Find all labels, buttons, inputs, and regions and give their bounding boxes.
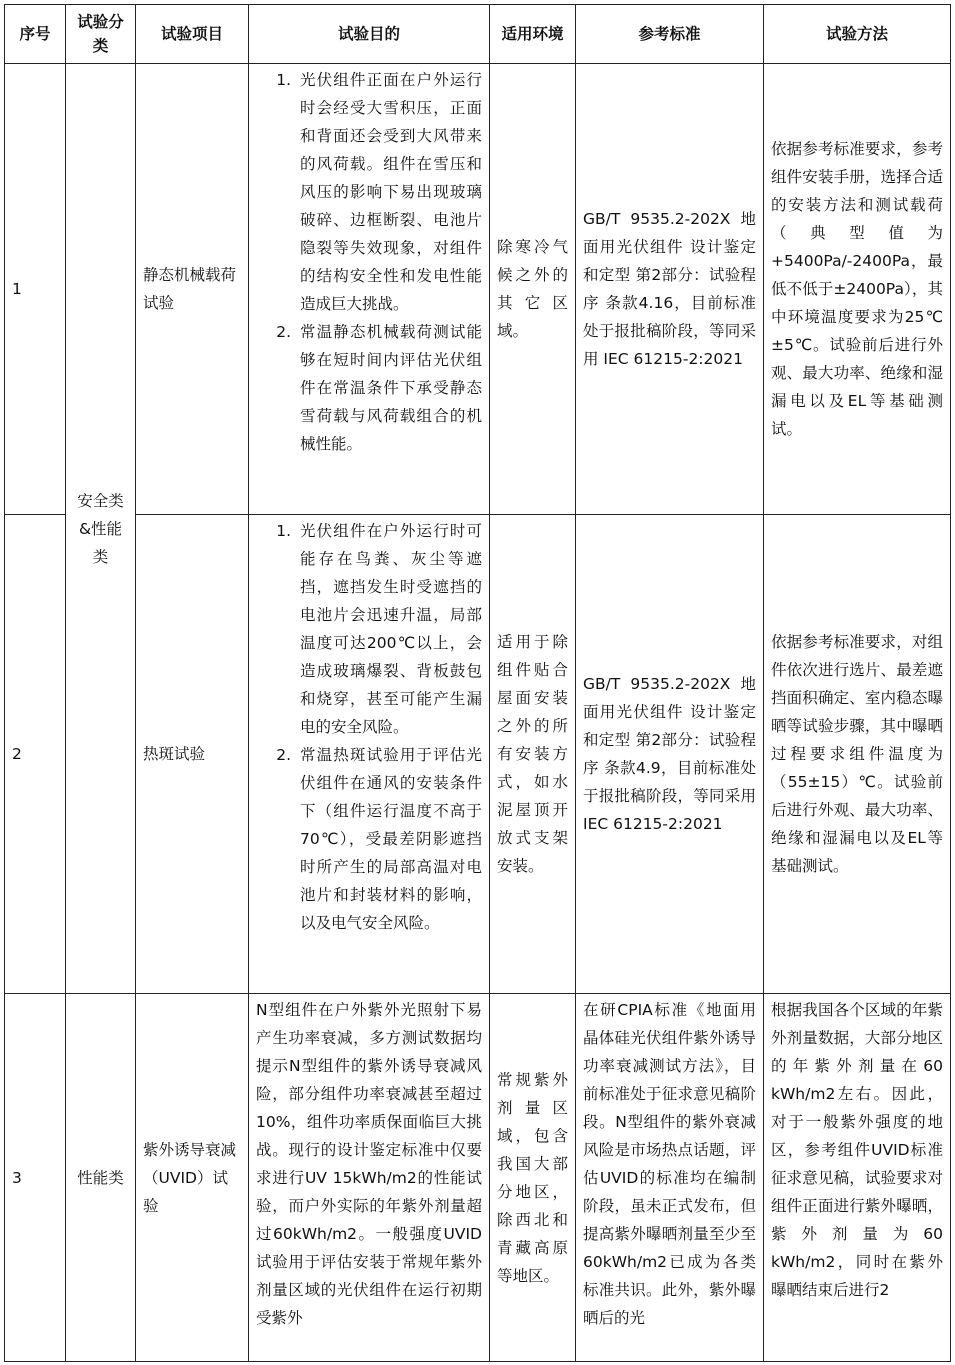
row-no: 1 xyxy=(5,64,66,515)
header-environment: 适用环境 xyxy=(490,5,576,64)
standard-cell: GB/T 9535.2-202X 地面用光伏组件 设计鉴定和定型 第2部分：试验程序 条款4.9，目前标准处于报批稿阶段，等同采用 IEC 61215-2:2021 xyxy=(576,515,764,994)
header-purpose: 试验目的 xyxy=(249,5,490,64)
method-cell: 根据我国各个区域的年紫外剂量数据，大部分地区的年紫外剂量在60 kWh/m2左右。因此，对于一般紫外强度的地区，参考组件UVID标准征求意见稿，试验要求对组件正面进行紫外曝晒，紫外剂量为60 kWh/m2，同时在紫外曝晒结束后进行2 xyxy=(764,994,951,1362)
purpose-item: 2. 常温静态机械载荷测试能够在短时间内评估光伏组件在常温条件下承受静态雪荷载与风荷载组合的机械性能。 xyxy=(296,318,482,458)
environment-cell: 除寒冷气候之外的其它区域。 xyxy=(490,64,576,515)
purpose-item: 1. 光伏组件在户外运行时可能存在鸟粪、灰尘等遮挡，遮挡发生时受遮挡的电池片会迅速升温，局部温度可达200℃以上，会造成玻璃爆裂、背板鼓包和烧穿，甚至可能产生漏电的安全风险。 xyxy=(296,517,482,741)
purpose-cell: N型组件在户外紫外光照射下易产生功率衰减，多方测试数据均提示N型组件的紫外诱导衰减风险，部分组件功率衰减甚至超过10%，组件功率质保面临巨大挑战。现行的设计鉴定标准中仅要求进行UV 15kWh/m2的性能试验，而户外实际的年紫外剂量超过60kWh/m2。一般强度UVID试验用于评估安装于常规年紫外剂量区域的光伏组件在运行初期受紫外 xyxy=(249,994,490,1362)
table-row xyxy=(5,515,951,994)
header-item: 试验项目 xyxy=(136,5,249,64)
row-no: 2 xyxy=(5,515,66,994)
environment-cell: 常规紫外剂量区域，包含我国大部分地区，除西北和青藏高原等地区。 xyxy=(490,994,576,1362)
table-row xyxy=(5,994,951,1362)
header-method: 试验方法 xyxy=(764,5,951,64)
method-cell: 依据参考标准要求，参考组件安装手册，选择合适的安装方法和测试载荷（典型值为+5400Pa/-2400Pa，最低不低于±2400Pa），其中环境温度要求为25℃±5℃。试验前后进行外观、最大功率、绝缘和湿漏电以及EL等基础测试。 xyxy=(764,64,951,515)
purpose-item: 1. 光伏组件正面在户外运行时会经受大雪积压，正面和背面还会受到大风带来的风荷载。组件在雪压和风压的影响下易出现玻璃破碎、边框断裂、电池片隐裂等失效现象，对组件的结构安全性和发电性能造成巨大挑战。 xyxy=(296,66,482,318)
category-cell: 安全类&性能类 xyxy=(66,64,136,994)
environment-cell: 适用于除组件贴合屋面安装之外的所有安装方式，如水泥屋顶开放式支架安装。 xyxy=(490,515,576,994)
purpose-cell xyxy=(249,515,490,994)
test-item: 紫外诱导衰减（UVID）试验 xyxy=(136,994,249,1362)
purpose-item: 2. 常温热斑试验用于评估光伏组件在通风的安装条件下（组件运行温度不高于70℃），受最差阴影遮挡时所产生的局部高温对电池片和封装材料的影响，以及电气安全风险。 xyxy=(296,741,482,937)
table-row xyxy=(5,64,951,515)
row-no: 3 xyxy=(5,994,66,1362)
standard-cell: GB/T 9535.2-202X 地面用光伏组件 设计鉴定和定型 第2部分：试验程序 条款4.16，目前标准处于报批稿阶段，等同采用 IEC 61215-2:2021 xyxy=(576,64,764,515)
test-table xyxy=(4,4,951,1362)
method-cell: 依据参考标准要求，对组件依次进行选片、最差遮挡面积确定、室内稳态曝晒等试验步骤，其中曝晒过程要求组件温度为（55±15）℃。试验前后进行外观、最大功率、绝缘和湿漏电以及EL等基础测试。 xyxy=(764,515,951,994)
purpose-cell xyxy=(249,64,490,515)
standard-cell: 在研CPIA标准《地面用晶体硅光伏组件紫外诱导功率衰减测试方法》，目前标准处于征求意见稿阶段。N型组件的紫外衰减风险是市场热点话题，评估UVID的标准均在编制阶段，虽未正式发布，但提高紫外曝晒剂量至少至60kWh/m2已成为各类标准共识。此外，紫外曝晒后的光 xyxy=(576,994,764,1362)
test-item: 热斑试验 xyxy=(136,515,249,994)
category-cell: 性能类 xyxy=(66,994,136,1362)
header-no: 序号 xyxy=(5,5,66,64)
purpose-list xyxy=(256,66,482,458)
header-standard: 参考标准 xyxy=(576,5,764,64)
purpose-list xyxy=(256,517,482,937)
header-category: 试验分类 xyxy=(66,5,136,64)
test-item: 静态机械载荷试验 xyxy=(136,64,249,515)
header-row xyxy=(5,5,951,64)
